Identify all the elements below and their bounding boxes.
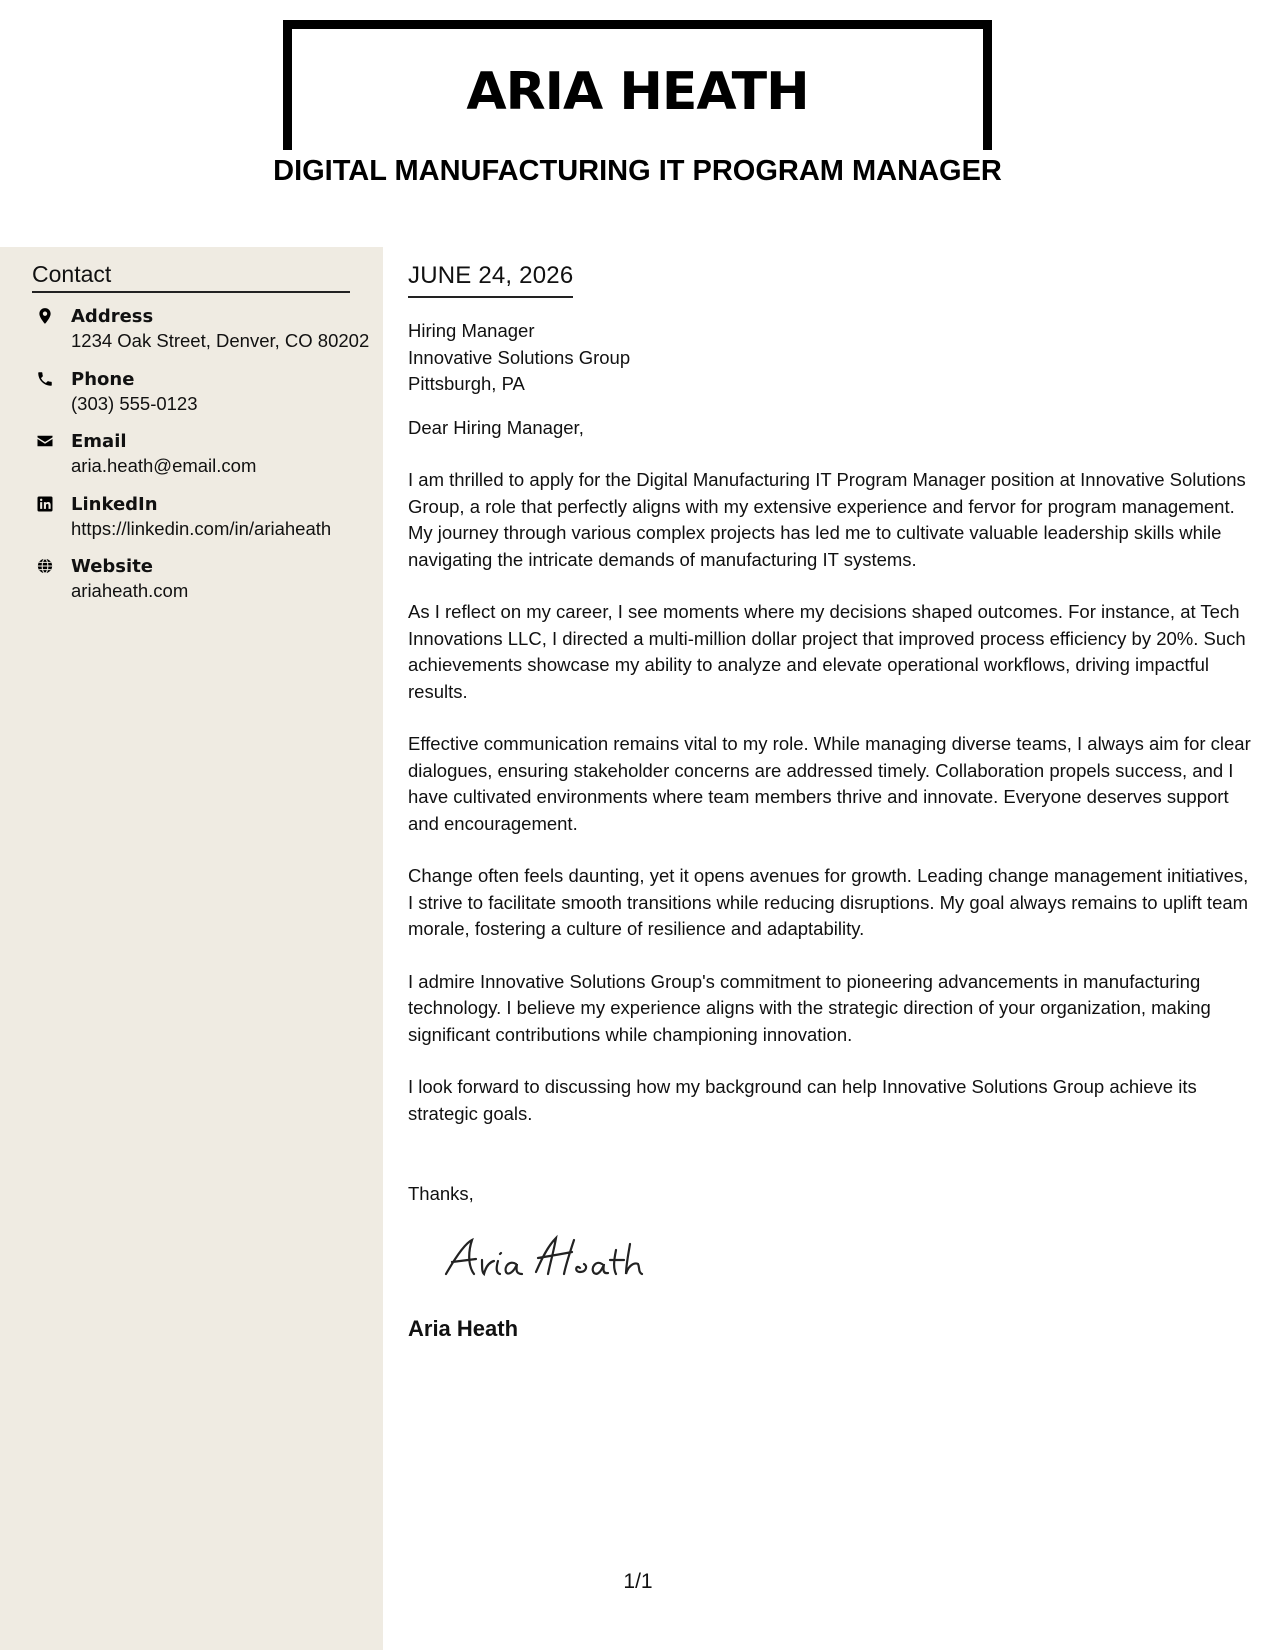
recipient-line: Innovative Solutions Group: [408, 346, 631, 368]
recipient-line: Pittsburgh, PA: [408, 373, 525, 394]
letter-paragraph: Change often feels daunting, yet it opens avenues for growth. Leading change management initiatives, I strive to facilitate smooth transitions while reducing disruptions. My goal always remains to uplift team morale, fostering a culture of resilience and adaptability.: [408, 865, 1249, 939]
recipient-block: [408, 318, 1253, 398]
applicant-name: ARIA HEATH: [466, 62, 809, 122]
contact-item-phone: [32, 368, 372, 417]
recipient-line: Hiring Manager: [408, 320, 535, 341]
letter-body: [408, 262, 1253, 1343]
contact-list: [32, 305, 372, 618]
contact-label-email: Email: [71, 431, 127, 452]
map-pin-icon: [36, 307, 54, 325]
contact-item-email: [32, 430, 372, 479]
letter-paragraph: As I reflect on my career, I see moments where my decisions shaped outcomes. For instance, at Tech Innovations LLC, I directed a multi-million dollar project that improved process efficiency by 20%. Such achievements showcase my ability to analyze and elevate operational workflows, driving impactful results.: [408, 601, 1246, 702]
contact-label-website: Website: [71, 556, 154, 577]
contact-item-linkedin: [32, 493, 372, 542]
letter-paragraph: I admire Innovative Solutions Group's commitment to pioneering advancements in manufacturing technology. I believe my experience aligns with the strategic direction of your organization, making significant contributions while championing innovation.: [408, 970, 1211, 1045]
handwritten-signature: [438, 1230, 648, 1286]
job-title: [0, 155, 1275, 188]
letter-date: JUNE 24, 2026: [408, 262, 573, 298]
closing: Thanks,: [408, 1183, 474, 1204]
contact-value-website: ariaheath.com: [71, 580, 189, 601]
contact-label-phone: Phone: [71, 368, 135, 390]
letter-paragraph: Effective communication remains vital to my role. While managing diverse teams, I always aim for clear dialogues, ensuring stakeholder concerns are addressed timely. Collaboration propels success, and I have cultivated environments where team members thrive and innovate. Everyone deserves support and encouragement.: [408, 733, 1251, 834]
contact-value-address: 1234 Oak Street, Denver, CO 80202: [71, 330, 370, 351]
letter-paragraph: I am thrilled to apply for the Digital Manufacturing IT Program Manager position at Innovative Solutions Group, a role that perfectly aligns with my extensive experience and fervor for program management. My journey through various complex projects has led me to cultivate valuable leadership skills while navigating the intricate demands of manufacturing IT systems.: [408, 469, 1246, 570]
contact-label-address: Address: [71, 306, 154, 327]
envelope-icon: [36, 432, 54, 450]
globe-icon: [36, 557, 54, 575]
contact-sidebar: [0, 247, 383, 1650]
contact-label-linkedin: LinkedIn: [71, 493, 158, 515]
linkedin-icon: [36, 495, 54, 513]
page-number: 1/1: [623, 1570, 653, 1593]
salutation: Dear Hiring Manager,: [408, 416, 584, 438]
contact-heading: Contact: [32, 261, 350, 293]
phone-icon: [36, 370, 54, 388]
signer-name: Aria Heath: [408, 1315, 519, 1341]
contact-item-address: [32, 305, 372, 354]
contact-value-linkedin: https://linkedin.com/in/ariaheath: [71, 517, 332, 539]
contact-value-email: aria.heath@email.com: [71, 455, 257, 476]
letter-paragraph: I look forward to discussing how my background can help Innovative Solutions Group achieve its strategic goals.: [408, 1076, 1197, 1124]
contact-value-phone: (303) 555-0123: [71, 392, 198, 414]
job-title-text: DIGITAL MANUFACTURING IT PROGRAM MANAGER: [267, 155, 1008, 187]
contact-item-website: [32, 555, 372, 604]
